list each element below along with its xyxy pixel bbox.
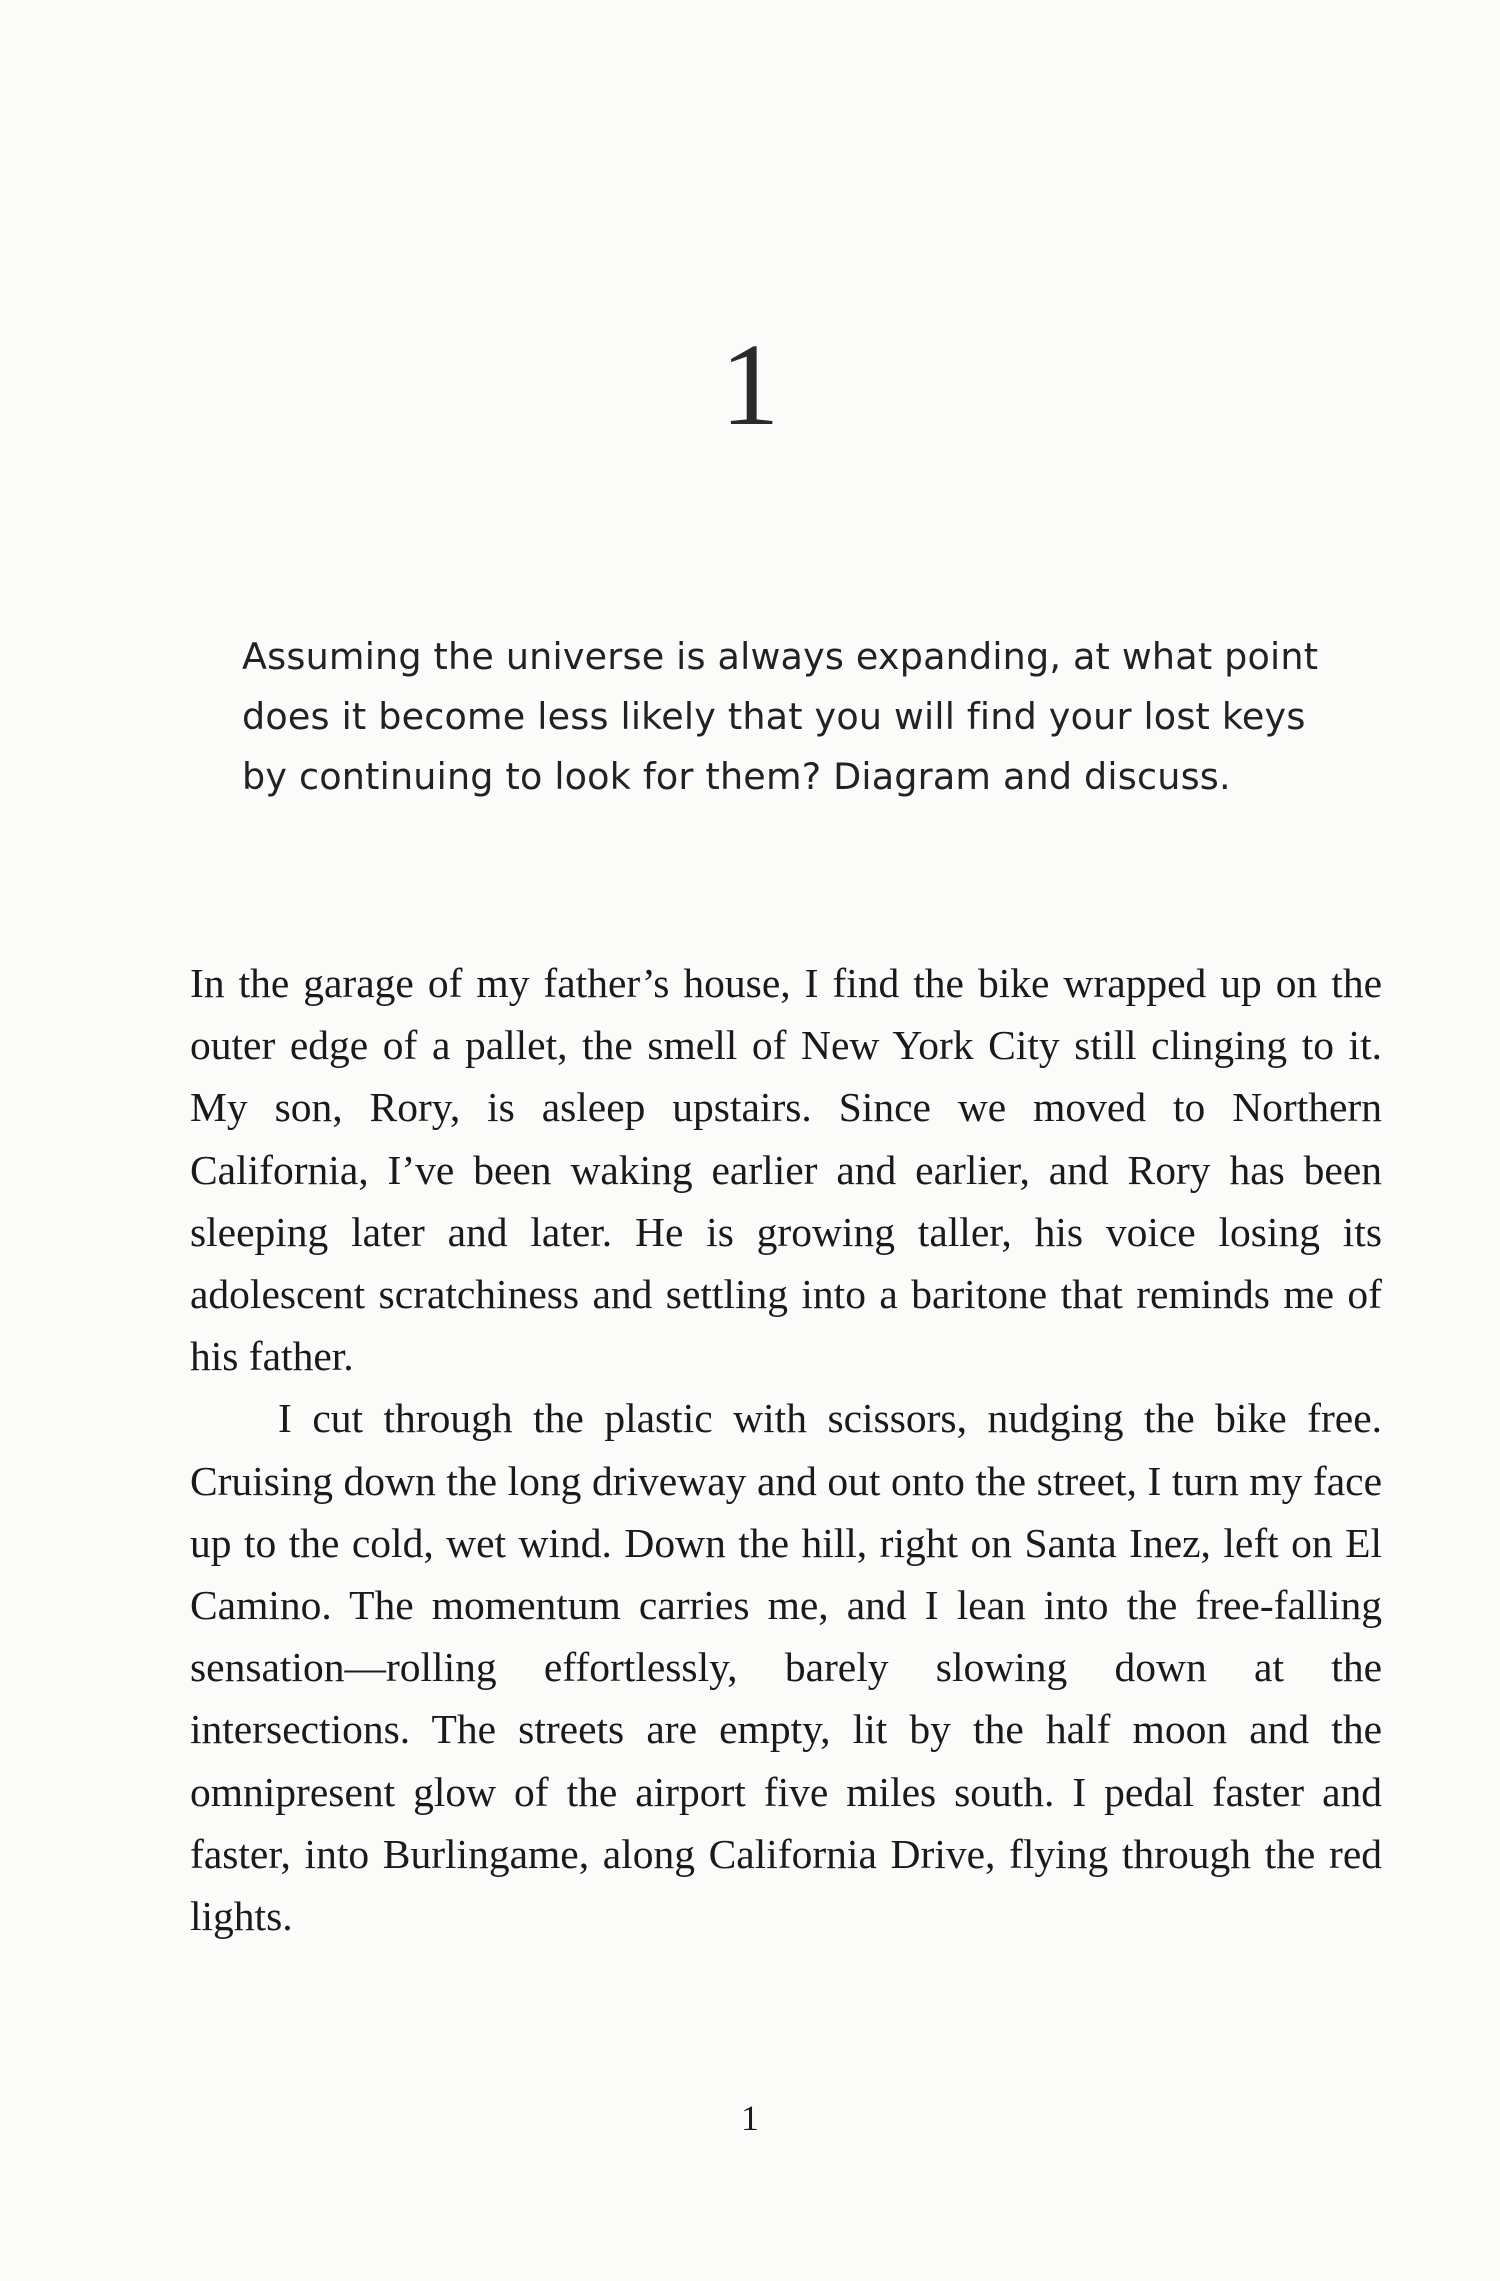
page-number: 1	[741, 2098, 759, 2138]
body-paragraph: In the garage of my father’s house, I find the bike wrapped up on the outer edge of a pallet, the smell of New York City still clinging to it. My son, Rory, is asleep upstairs. Since we moved to Northern California, I’ve been waking earlier and earlier, and Rory has been sleeping later and later. He is growing taller, his voice losing its adolescent scratchiness and settling into a baritone that reminds me of his father.	[190, 960, 1382, 1380]
body-paragraph: I cut through the plastic with scissors, nudging the bike free. Cruising down the long driveway and out onto the street, I turn my face up to the cold, wet wind. Down the hill, right on Santa Inez, left on El Camino. The momentum carries me, and I lean into the free-falling sensation—rolling effortlessly, barely slowing down at the intersections. The streets are empty, lit by the half moon and the omnipresent glow of the airport five miles south. I pedal faster and faster, into Burlingame, along California Drive, flying through the red lights.	[190, 1395, 1382, 1940]
chapter-number: 1	[720, 319, 780, 450]
chapter-epigraph: Assuming the universe is always expanding, at what point does it become less likely that you will find your lost keys by continuing to look for them? Diagram and discuss.	[242, 635, 1319, 798]
chapter-body	[190, 952, 1382, 1947]
